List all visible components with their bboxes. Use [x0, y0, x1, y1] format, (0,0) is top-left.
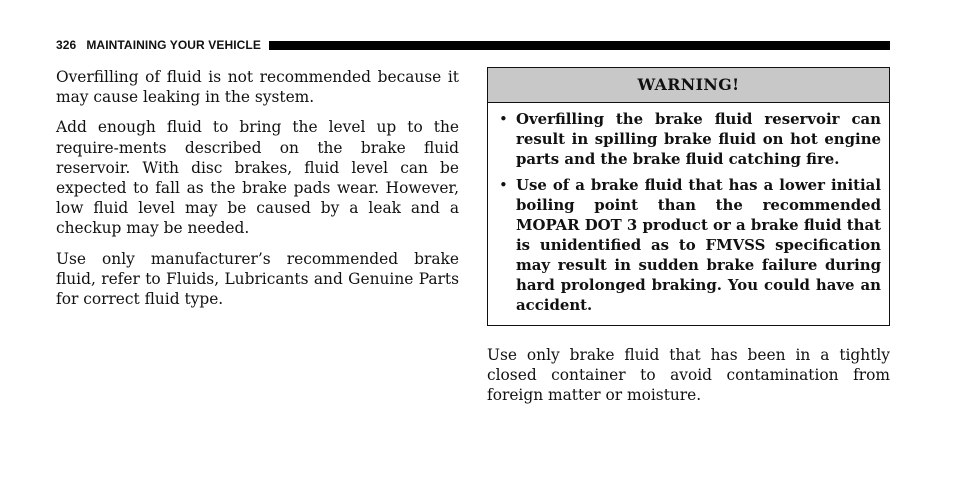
warning-item-low-boiling-fluid [499, 175, 881, 315]
paragraph-closed-container: Use only brake fluid that has been in a tightly closed container to avoid contamination from foreign matter or moisture. [487, 346, 890, 405]
page-number: 326 [56, 38, 77, 52]
warning-title: WARNING! [488, 68, 889, 103]
warning-list [488, 103, 889, 325]
paragraph-recommended-fluid: Use only manufacturer’s recommended brake fluid, refer to Fluids, Lubricants and Genuine Parts for correct fluid type. [56, 249, 459, 309]
left-column [56, 67, 459, 319]
paragraph-overfilling: Overfilling of fluid is not recommended because it may cause leaking in the system. [56, 68, 459, 107]
section-title: MAINTAINING YOUR VEHICLE [86, 38, 261, 52]
page-header [56, 37, 890, 53]
warning-item-text: Use of a brake fluid that has a lower initial boiling point than the recommended MOPAR DOT 3 product or a brake fluid that is unidentified as to FMVSS specification may result in sudden brake failure during hard prolonged braking. You could have an accident. [516, 176, 881, 314]
header-rule [269, 41, 890, 50]
bullet-icon: • [499, 176, 508, 194]
warning-item-overfilling [499, 109, 881, 169]
paragraph-add-fluid: Add enough fluid to bring the level up to the require-ments described on the brake fluid reservoir. With disc brakes, fluid level can be expected to fall as the brake pads wear. However, low fluid level may be caused by a leak and a checkup may be needed. [56, 118, 459, 238]
bullet-icon: • [499, 110, 508, 128]
warning-box [487, 67, 890, 326]
warning-item-text: Overfilling the brake fluid reservoir can result in spilling brake fluid on hot engine parts and the brake fluid catching fire. [516, 110, 881, 168]
right-column [487, 67, 890, 416]
